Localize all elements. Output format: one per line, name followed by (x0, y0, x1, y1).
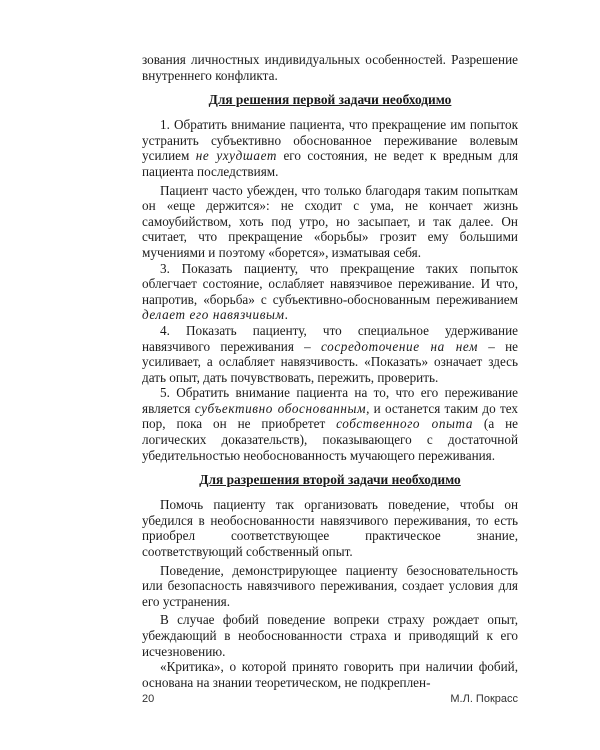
paragraph-2: Пациент часто убежден, что только благодаря таким попыткам он «еще держится»: не сходит с ума, не кончает жизнь самоубийством, хоть под утро, но засыпает, и так далее. Он считает, что прекращение «борьбы» грозит ему большими мучениями и поэтому «борется», изматывая себя. (142, 182, 518, 260)
running-author: М.Л. Покрасс (450, 693, 518, 705)
paragraph-3: 3. Показать пациенту, что прекращение таких попыток облегчает состояние, ослабляет навязчивое переживание. И что, напротив, «борьба» с субъективно-обоснованным переживанием делает его навязчивым. (142, 260, 518, 323)
paragraph-1: 1. Обратить внимание пациента, что прекращение им попыток устранить субъективно обоснованное переживание волевым усилием не ухудшает его состояния, не ведет к вредным для пациента последствиям. (142, 117, 519, 179)
paragraph-8: В случае фобий поведение вопреки страху рождает опыт, убеждающий в необоснованности страха и приводящий к его исчезновению. (142, 612, 518, 659)
paragraph-9: «Критика», о которой принято говорить при наличии фобий, основана на знании теоретическом, не подкреплен- (142, 659, 518, 690)
section-heading-second-task: Для разрешения второй задачи необходимо (199, 472, 461, 488)
section-heading-first-task: Для решения первой задачи необходимо (208, 92, 452, 108)
page-number: 20 (142, 693, 155, 705)
paragraph-4: 4. Показать пациенту, что специальное удерживание навязчивого переживания – сосредоточение на нем – не усиливает, а ослабляет навязчивость. «Показать» означает здесь дать опыт, дать почувствовать, пережить, проверить. (142, 322, 518, 385)
paragraph-7: Поведение, демонстрирующее пациенту безосновательность или безопасность навязчивого переживания, создает условия для его устранения. (142, 562, 518, 609)
paragraph-5: 5. Обратить внимание пациента на то, что его переживание является субъективно обоснованным, и останется таким до тех пор, пока он не приобретет собственного опыта (а не логических доказательств), показывающего с достаточной убедительностью необоснованность мучающего переживания. (142, 385, 518, 463)
paragraph-6: Помочь пациенту так организовать поведение, чтобы он убедился в необоснованности навязчивого переживания, то есть приобрел соответствующее практическое знание, соответствующий собственный опыт. (142, 497, 518, 560)
intro-paragraph: зования личностных индивидуальных особенностей. Разрешение внутреннего конфликта. (142, 52, 518, 83)
document-page (142, 52, 518, 690)
